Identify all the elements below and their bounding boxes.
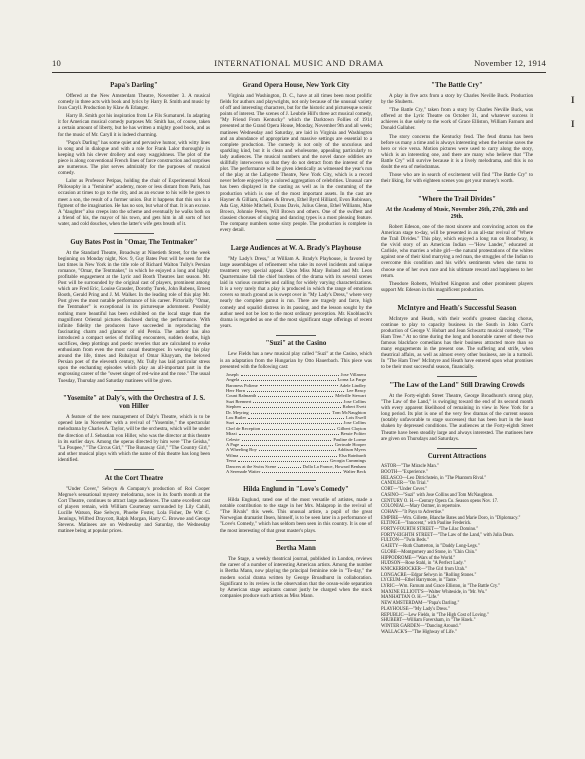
attraction-item: BELASCO—Leo Ditrichstein, in "The Phantom Rival." [381, 475, 487, 481]
cast-role: Tessa [226, 458, 237, 464]
article-heading: Large Audiences at W. A. Brady's Playhouse [230, 244, 362, 252]
leader-dots [238, 458, 328, 462]
leader-dots [260, 383, 338, 387]
attraction-item: SHUBERT—William Faversham, in "The Hawk." [381, 618, 476, 624]
cast-actor: Jose Villasera [340, 371, 366, 377]
cast-role: Stephen [226, 404, 241, 410]
cast-role: Dr. Meyring [226, 409, 249, 415]
cast-actor: Elsa Rainbardt [338, 452, 366, 458]
adjacent-page-edge [571, 88, 585, 148]
page-number: 10 [52, 58, 61, 68]
article-paragraph: "Papa's Darling" has some quiet and pervasive humor, with witty lines in song and in dialogue and with a role for Frank Lalor thoroughly in keeping with his clever drollery and easy waggishness. The plot of the piece is along conventional French lines of farce construction and surprises are numerous. The plot serves admirably for the purposes of musical comedy. [58, 139, 210, 177]
leader-dots [241, 442, 333, 446]
cast-actor: Lorna La Farge [337, 377, 366, 383]
cast-actor: Lois Ewell [345, 415, 366, 420]
cast-role: Lou Butler [226, 415, 247, 420]
article-separator [114, 390, 154, 391]
article-heading: "Where the Trail Divides" [418, 195, 496, 203]
article-heading: Guy Bates Post in "Omar, The Tentmaker" [70, 238, 198, 246]
article-heading: McIntyre and Heath's Successful Season [397, 304, 517, 312]
leader-dots [240, 453, 336, 457]
page-header [52, 58, 546, 72]
attraction-item: CANDLER—"On Trial." [381, 481, 429, 487]
attraction-item: LONGACRE—Edgar Selwyn in "Rolling Stones." [381, 572, 477, 578]
article [220, 82, 372, 233]
article [381, 376, 533, 441]
attraction-item: LYRIC—Wm. Farnum and Grace Elliston, in "The Battle Cry." [381, 584, 501, 590]
header-rule [52, 72, 546, 73]
article-paragraph: "My Lady's Dress," at William A. Brady's Playhouse, is favored by large assemblages of refinement who take its novel incidents and unique treatment very special appeal. Upon Miss Mary Boland and Mr. Leon Quartermaine fall the chief burdens of the drama with its several scenes laid in various countries and calling for widely varying characterizations. It is a very rarely that a play is produced in which the range of emotions covers so much ground as is swept over in "My Lady's Dress," where very nearly the complete gamut is run. There are tragedy and farce, high comedy and squalid distress in its passing, and the lesson sought by the author need not be lost to the most ordinary perception. Mr. Knoblauch's drama is regarded as one of the most significant stage offerings of recent years. [220, 255, 372, 329]
cast-actor: Pauline de Lorme [333, 436, 366, 442]
leader-dots [248, 415, 344, 419]
article-separator [437, 190, 477, 191]
article-paragraph: Robert Edeson, one of the most sincere and convincing actors on the American stage to-day, will be presented in an all-star revival of "Where the Trail Divides." This play, which enjoyed a long run on Broadway, is the vivid story of an American Indian —"How Lander," educated at Carlisle, who marries a white girl—the natural protestations of the whites against one of their kind marrying a red man, the struggles of the Indian to overcome this condition and his wife's sentiments when she turns to choose one of her own race and his ultimate reward and happiness to her return. [381, 223, 533, 279]
article-heading: Current Attractions [427, 453, 487, 461]
attraction-item: CASINO—"Suzi" with Jose Collins and Tom McNaughton. [381, 492, 494, 498]
article-heading: Papa's Darling" [110, 82, 158, 89]
leader-dots [262, 426, 335, 430]
cast-actor: Bessie Politer [340, 431, 366, 437]
leader-dots [242, 437, 332, 441]
cast-actor: Lee Beacy [346, 387, 366, 393]
cast-actor: Melville Stewart [335, 393, 366, 399]
edge-letter: I [571, 95, 575, 105]
leader-dots [239, 431, 339, 435]
article [220, 540, 372, 599]
leader-dots [243, 404, 341, 408]
article-separator [276, 335, 316, 336]
cast-role: Suzi [226, 420, 235, 426]
cast-actor: Gilbert Clayton [337, 425, 366, 431]
article [220, 239, 372, 329]
article-paragraph: Harry B. Smith got his inspiration from Le Fils Surnaturel. In adapting it for American musical comedy purposes Mr. Smith has, of course, taken a certain amount of liberty, but he has written a mighty good book, and as for the music of Mr. Caryll it is indeed charming. [58, 113, 210, 138]
article-paragraph: The Stage, a weekly theatrical journal, published in London, reviews the career of a number of interesting American artists. Among the number is Bertha Mann, now playing the principal feminine role in "To-day," the modern social drama written by George Broadhurst in collaboration. Significant to its review is the observation that the ocean-wide separation by American stage aspirants cannot justly be charged when the stock companies produce such artists as Miss Mann. [220, 556, 372, 599]
article-paragraph: McIntyre and Heath, with their world's greatest dancing chorus, continue to play to capacity business in the South in John Cort's production of George V. Hobart and Jean Schwartz musical comedy, "The Ham Tree." At no time during the long and honorable career of these two famous blackface comedians has their business attracted more than so many engagements in the present one. The suffering and strife, when theatrical affairs, as well as almost every other business, are in a turmoil. In "The Ham Tree" McIntyre and Heath have entered upon what promises to be their most successful season, financially. [381, 315, 533, 371]
article-heading: "The Law of the Land" Still Drawing Crowds [389, 381, 525, 389]
edge-letter: I [571, 119, 575, 129]
cast-role: Chef de Reception [226, 425, 261, 431]
article [220, 480, 372, 533]
cast-role: Joseph [226, 371, 239, 377]
article-paragraph: Lalor as Professor Petipas, holding the chair of Experimental Moral Philosophy in a "feminine" academy, more or less distant from Paris, has occasion at times to go to the city, and as an excuse to his wife he goes to meet a son, the result of a former union. But it happens that this son is a figment of the imagination. He has no son, but what of that. It is an excuse. A "daughter" also creeps into the scheme and eventually he walks both on a friend of his, the mayor of his town, and gets him in all sorts of hot water, and cold douches, when the latter's wife gets breath of it. [58, 178, 210, 227]
attraction-item: FULTON—"Twin Beds." [381, 538, 429, 544]
attraction-item: HIPPODROME—"Wars of the World." [381, 555, 456, 561]
attraction-item: WINTER GARDEN—"Dancing Around." [381, 624, 461, 629]
article-paragraph: The story concerns the Kentucky feud. The feud drama has been before us many a time and is always interesting when the heroine saves the hero or vice versa. Motion pictures were used to carry along the story, which is an interesting one, and there are many who believe that "The Battle Cry" will survive because it is a lively melodrama, and this is no doubt the era of melodramas. [381, 133, 533, 171]
attraction-item: LYCEUM—Ethel Barrymore, in "Tante." [381, 578, 459, 584]
article-heading: Bertha Mann [276, 545, 316, 553]
cast-actor: Jose Collins [343, 398, 366, 404]
cast-row [226, 469, 366, 474]
cast-actor: Walter Beck [343, 469, 366, 475]
article [381, 448, 533, 636]
masthead-title: INTERNATIONAL MUSIC AND DRAMA [214, 58, 384, 68]
article [58, 390, 210, 463]
leader-dots [247, 388, 344, 392]
cast-actor: Dolla La France, Howard Benham [302, 463, 366, 469]
article-heading: Grand Opera House, New York City [242, 82, 350, 89]
attraction-item: CENTURY O. H.—Century Opera Co. Season opens Nov. 17. [381, 498, 499, 504]
column-3 [381, 80, 533, 641]
article-paragraph: Theodore Roberts, Winifred Kingston and other prominent players support Mr. Edeson in this magnificent production. [381, 280, 533, 293]
leader-dots [259, 447, 336, 451]
article-paragraph: Offered at the New Amsterdam Theatre, November 3. A musical comedy in three acts with book and lyrics by Harry B. Smith and music by Ivan Caryll. Production by Klaw & Erlanger. [58, 93, 210, 112]
cast-actor: Georgia Cummings [329, 458, 366, 464]
article-separator [437, 299, 477, 300]
article-heading: At the Cort Theatre [104, 474, 164, 482]
article-paragraph: "Under Cover," Selwyn & Company's production of Roi Cooper Megrue's sensational mystery melodrama, now in its fourth month at the Cort Theatre, continues to attract large audiences. The same excellent cast of players remain, with William Courtenay surrounded by Lily Cahill, Lucille Watson, Rae Selwyn, Phoebe Foster, Lola Fisher, De Witt C. Jennings, Wilfred Draycott, Ralph Morgan, Harry C. Browne and George Stevens. Matinees are on Wednesday and Saturday, the Wednesday matinee being at popular prices. [58, 485, 210, 535]
attraction-item: GLOBE—Montgomery and Stone, in "Chin Chin." [381, 549, 478, 555]
cast-list [226, 372, 366, 475]
article [58, 469, 210, 534]
article-separator [276, 480, 316, 481]
leader-dots [236, 420, 341, 424]
cast-actor: Robert Evett [342, 404, 366, 410]
article-heading: Hilda Englund in "Love's Comedy" [243, 486, 349, 494]
article-paragraph: Virginia and Washington, D. C., have at all times been most prolific fields for authors and playwrights, not only because of the unusual variety of off and interesting characters, but for the historic and picturesque scenic points of interest. The scenes of J. Leubrie Hill's three act musical comedy, "My Friend From Kentucky" which the Darktown Follies of 1914 presented at the Grand Opera House, Monday, November 9th and all week; matinees Wednesday and Saturday, are laid in Virginia and Washington and an abundance of appropriate and massive settings are essential to a complete production. The comedy is not only of the uncurious and sparkling kind, but it is clean and wholesome, appealing particularly to lady audiences. The musical numbers and the novel dance oddities are skillfully interwoven so that they do not detract from the interest of the plot. The performance will be given identically as witnessed the year's run of the play at the Lafayette Theatre, New York City, which is a record never before enjoyed by a colored aggregation of celebrities. Unusual care has been displayed in the casting as well as in the costuming of the production which is one of the most important assets. In the cast are Hayner & Gilliam, Gaines & Brown, Ethel Byrd Hilliard, Evon Robinson, Ada Gay, Abbie Mitchell, Evans Davis, Julius Glenn, Ethel Williams, Mae Brown, Johnnie Peters, Will Brown and others. One of the swiftest and classiest choruses of singing and dancing types is a most pleasing feature. The company numbers some sixty people. The production is complete in every detail. [220, 93, 372, 234]
cast-role: Dancers at the Swiss Scene [226, 463, 277, 469]
cast-actor: Tom McNaughton [332, 409, 366, 415]
article-separator [114, 233, 154, 234]
issue-date: November 12, 1914 [474, 58, 546, 68]
attraction-item: COLONIAL—Mary Ostmer, in repertoire. [381, 504, 462, 510]
leader-dots [241, 377, 335, 381]
article [381, 299, 533, 370]
article-heading: "Suzi" at the Casino [265, 340, 327, 348]
attraction-item: KNICKERBOCKER—"The Girl from Utah." [381, 566, 468, 572]
article [381, 190, 533, 293]
cast-role: Mizzi [226, 431, 237, 437]
article-separator [276, 239, 316, 240]
article-separator [437, 448, 477, 449]
column-1 [58, 80, 210, 540]
attraction-item: NEW AMSTERDAM—"Papa's Darling." [381, 601, 460, 607]
article-heading: "Yosemite" at Daly's, with the Orchestra of J. S. von Hiller [62, 395, 206, 411]
leader-dots [251, 410, 331, 414]
cast-actor: Adele Lindley [339, 382, 366, 388]
leader-dots [241, 372, 339, 376]
article-paragraph: "The Battle Cry," taken from a story by Charles Neville Buck, was offered at the Lyric Theatre on October 31, and whatever success it achieves is due solely to the work of Grace Elliston, William Farnum and Donald Gallaher. [381, 107, 533, 132]
attraction-item: EMPIRE—Wm. Gillette, Blanche Bates and Marie Doro, in "Diplomacy." [381, 515, 521, 521]
leader-dots [258, 393, 333, 397]
attraction-item: CORT—"Under Cover." [381, 487, 427, 493]
attraction-item: BOOTH—"Experience." [381, 470, 428, 476]
cast-role: Herr Horn [226, 387, 246, 393]
attraction-item: MANHATTAN O. H.—"Life." [381, 595, 440, 601]
attraction-item: PLAYHOUSE—"My Lady's Dress." [381, 606, 450, 612]
attraction-item: MAXINE ELLIOTT'S—Walter Whiteside, in "Mr. Wu." [381, 589, 488, 595]
cast-role: Wilma [226, 452, 239, 458]
article [58, 82, 210, 227]
column-2 [220, 80, 372, 605]
article-separator [437, 376, 477, 377]
cast-role: Baroness Poliene [226, 382, 258, 388]
article-separator [276, 540, 316, 541]
article [220, 335, 372, 475]
cast-actor: Gertrude Hooper [334, 442, 366, 448]
cast-actor: Jose Collins [343, 420, 366, 426]
cast-role: A Page [226, 442, 240, 448]
cast-role: Suzi Brennert [226, 398, 252, 404]
cast-role: Angela [226, 377, 240, 383]
attraction-item: WALLACK'S—"The Highway of Life." [381, 629, 457, 635]
attraction-item: ELTINGE—"Innocent," with Pauline Frederick. [381, 521, 472, 527]
article [58, 233, 210, 384]
attraction-item: FORTY-EIGHTH STREET—"The Law of the Land," with Julia Dean. [381, 532, 514, 538]
attraction-item: GAIETY—Ruth Chatterton, in "Daddy Long-Legs." [381, 544, 480, 550]
article-paragraph: Lew Fields has a new musical play called "Suzi" at the Casino, which is an adaptation from the Hungarian by Otto Hauerbach. This piece was presented with the following cast: [220, 351, 372, 370]
article [381, 82, 533, 184]
article-separator [114, 469, 154, 470]
attraction-item: REPUBLIC—Lew Fields, in "The High Cost of Loving." [381, 612, 489, 618]
cast-role: A Serenade Waiter [226, 469, 261, 475]
attraction-item: FORTY-FOURTH STREET—"The Lilac Domino." [381, 527, 479, 533]
article-paragraph: A play in five acts from a story by Charles Neville Buck. Production by the Shuberts. [381, 93, 533, 106]
attraction-item: HUDSON—Rose Stahl, in "A Perfect Lady." [381, 561, 466, 567]
cast-actor: Addison Myers [337, 447, 366, 453]
cast-role: Count Ralmanth [226, 393, 257, 399]
article-paragraph: At the Forty-eighth Street Theatre, George Broadhurst's strong play, "The Law of the Land," is swinging toward the end of its second month with every apparent likelihood of remaining in view in New York for a long period. Its plot is one of the very few dramas of the current season (notably unfavorable to stage successes) that has been hurt in the least shaken by depressed conditions. The audiences at the Forty-eighth Street Theatre have been steadily large and always interested. The matinees here are given on Thursdays and Saturdays. [381, 392, 533, 442]
cast-role: A Wheeling Boy [226, 447, 257, 453]
cast-role: Celeste [226, 436, 240, 442]
article-heading: "The Battle Cry" [431, 82, 483, 89]
article-paragraph: A feature of the new management of Daly's Theatre, which is to be opened late in November with a revival of "Yosemite," the spectacular melodrama by Charles A. Taylor, will be the orchestra, which will be under the direction of J. Sebastian von Hiller, who was the director at this theatre in its earlier days. Among the operas directed by him were "The Geisha," "La Poupee," "The Circus Girl," "The Runaway Girl," "The Country Girl," and other musical plays with which the name of this theatre has long been identified. [58, 414, 210, 463]
leader-dots [278, 464, 300, 468]
article-paragraph: Hilda Englund, rated one of the most versatile of artistes, made a notable contribution to the stage in her Mrs. Malaprop in the revival of "The Rivals" this week. This unusual artiste, a pupil of the great Norwegian dramatist Ibsen, himself, is to be seen later in a performance of "Love's Comedy," which has seldom been seen in this country. It is one of the most interesting of that great master's plays. [220, 497, 372, 534]
leader-dots [262, 469, 341, 473]
attraction-item: COHAN—"It Pays to Advertise." [381, 509, 445, 515]
article-paragraph: Those who are in search of excitement will find "The Battle Cry" to their liking, for with eighteen scenes you get your money's worth. [381, 172, 533, 185]
leader-dots [253, 399, 341, 403]
attraction-item: ASTOR—"The Miracle Man." [381, 464, 439, 470]
article-paragraph: At the Standard Theatre, Broadway at Ninetieth Street, for the week beginning on Monday night, Nov. 9, Guy Bates Post will be seen for the last times in New York in the title role of Richard Walton Tully's Persian romance, "Omar, the Tentmaker," in which he enjoyed a long and highly profitable engagement at the Lyric and Booth Theatres last season. Mr. Post will be surrounded by the original cast of players, prominent among which are Fred Eric, Louise Grassler, Dorothy Turek, John Rubens, Ernest Booth, Gerald Pring and J. M. Walker. In the leading role of this play Mr. Post gives the most notable performance of his career. Pictorially "Omar, the Tentmaker" is exceptional in its picturesque adornment. Possibly nothing more beautiful has been exhibited on the local stage than the magnificent Oriental pictures disclosed during the performance. With infinite fidelity the producers have succeeded in reproducing the fascinating charm and glamour of old Persia. The author has also introduced a compact series of thrilling encounters, sudden deaths, high sacrifices, deep plottings and poetic reveries that are calculated to evoke enthusiasm from even the most casual theatregoer. In weaving his play around the life, times and Rubaiyat of Omar Khayyam, the beloved Persian poet of the eleventh century, Mr. Tully has laid particular stress upon the enchanting episodes which play an all-important part in the engrossing career of the "sweet singer of red-wine and the rose." The usual Tuesday, Thursday and Saturday matinees will be given. [58, 249, 210, 384]
article-subheading: At the Academy of Music, November 26th, 27th, 28th and 29th. [386, 206, 528, 220]
